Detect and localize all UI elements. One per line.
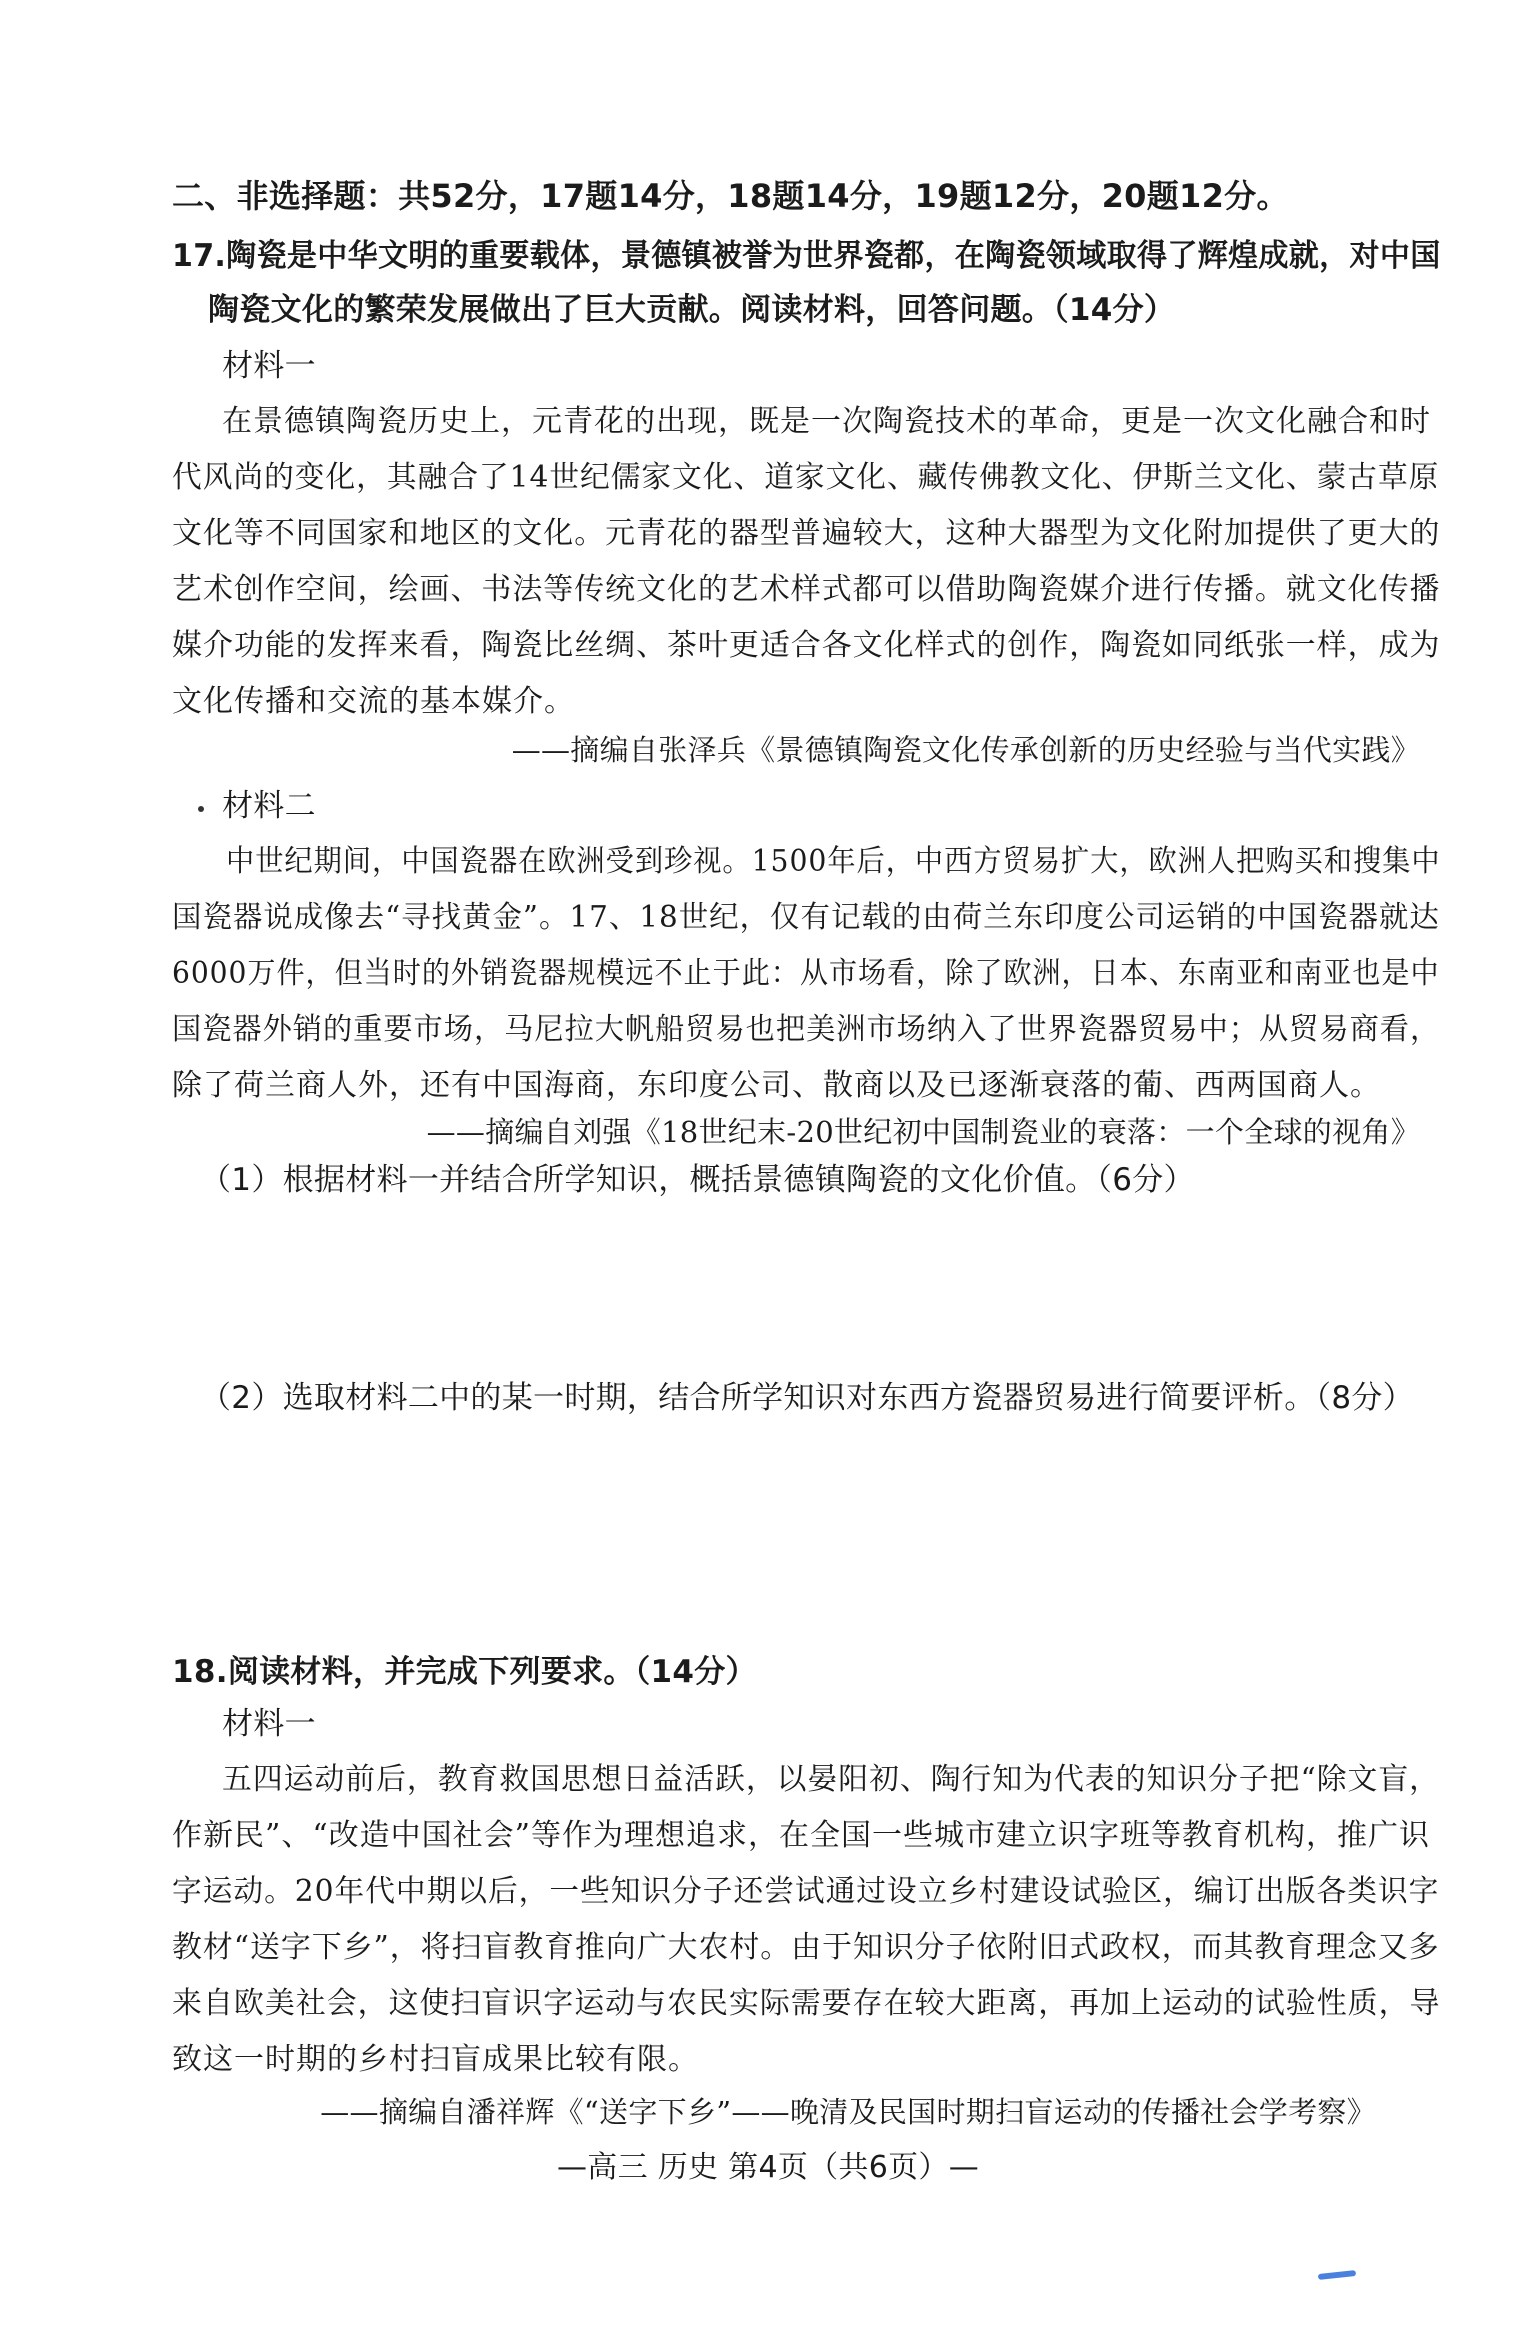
section-header: 二、非选择题：共52分，17题14分，18题14分，19题12分，20题12分。: [172, 177, 1289, 215]
q17-material-1-source: ——摘编自张泽兵《景德镇陶瓷文化传承创新的历史经验与当代实践》: [511, 733, 1420, 767]
q17-material-2-line: 除了荷兰商人外，还有中国海商，东印度公司、散商以及已逐渐衰落的葡、西两国商人。: [172, 1068, 1381, 1103]
q17-material-2-source: ——摘编自刘强《18世纪末-20世纪初中国制瓷业的衰落：一个全球的视角》: [426, 1115, 1420, 1149]
q17-stem-line-1: 17.陶瓷是中华文明的重要载体，景德镇被誉为世界瓷都，在陶瓷领域取得了辉煌成就，对中国: [172, 238, 1441, 274]
q17-subquestion-2: （2）选取材料二中的某一时期，结合所学知识对东西方瓷器贸易进行简要评析。（8分）: [200, 1380, 1414, 1416]
scan-dot: [198, 806, 204, 812]
page-footer: —高三 历史 第4页（共6页）—: [556, 2150, 980, 2185]
q17-material-2-line: 中世纪期间，中国瓷器在欧洲受到珍视。1500年后，中西方贸易扩大，欧洲人把购买和搜集中: [226, 844, 1441, 879]
q18-stem: 18.阅读材料，并完成下列要求。（14分）: [172, 1654, 757, 1690]
q17-material-1-label: 材料一: [222, 348, 316, 384]
q17-stem-line-2: 陶瓷文化的繁荣发展做出了巨大贡献。阅读材料，回答问题。（14分）: [208, 292, 1176, 328]
q17-material-1-line: 艺术创作空间，绘画、书法等传统文化的艺术样式都可以借助陶瓷媒介进行传播。就文化传播: [172, 572, 1441, 607]
q17-material-2-line: 国瓷器外销的重要市场，马尼拉大帆船贸易也把美洲市场纳入了世界瓷器贸易中；从贸易商看，: [172, 1012, 1441, 1047]
q17-subquestion-1: （1）根据材料一并结合所学知识，概括景德镇陶瓷的文化价值。（6分）: [200, 1162, 1195, 1198]
q18-material-1-line: 五四运动前后，教育救国思想日益活跃，以晏阳初、陶行知为代表的知识分子把“除文盲，: [222, 1762, 1440, 1797]
q18-material-1-label: 材料一: [222, 1706, 316, 1742]
pen-mark: [1318, 2270, 1356, 2280]
q17-material-1-line: 在景德镇陶瓷历史上，元青花的出现，既是一次陶瓷技术的革命，更是一次文化融合和时: [222, 404, 1431, 439]
q18-material-1-line: 来自欧美社会，这使扫盲识字运动与农民实际需要存在较大距离，再加上运动的试验性质，导: [172, 1986, 1441, 2021]
q17-material-1-line: 媒介功能的发挥来看，陶瓷比丝绸、茶叶更适合各文化样式的创作，陶瓷如同纸张一样，成为: [172, 628, 1441, 663]
q18-material-1-line: 教材“送字下乡”，将扫盲教育推向广大农村。由于知识分子依附旧式政权，而其教育理念又多: [172, 1930, 1440, 1965]
q17-material-2-label: 材料二: [222, 788, 316, 824]
q18-material-1-line: 致这一时期的乡村扫盲成果比较有限。: [172, 2042, 699, 2077]
q18-material-1-line: 作新民”、“改造中国社会”等作为理想追求，在全国一些城市建立识字班等教育机构，推广识: [172, 1818, 1431, 1853]
q18-material-1-source: ——摘编自潘祥辉《“送字下乡”——晚清及民国时期扫盲运动的传播社会学考察》: [320, 2095, 1376, 2129]
q17-material-1-line: 文化传播和交流的基本媒介。: [172, 684, 575, 719]
q17-material-2-line: 6000万件，但当时的外销瓷器规模远不止于此：从市场看，除了欧洲，日本、东南亚和南亚也是中: [172, 956, 1440, 991]
q17-material-1-line: 代风尚的变化，其融合了14世纪儒家文化、道家文化、藏传佛教文化、伊斯兰文化、蒙古草原: [172, 460, 1440, 495]
q17-material-2-line: 国瓷器说成像去“寻找黄金”。17、18世纪，仅有记载的由荷兰东印度公司运销的中国瓷器就达: [172, 900, 1440, 935]
q18-material-1-line: 字运动。20年代中期以后，一些知识分子还尝试通过设立乡村建设试验区，编订出版各类识字: [172, 1874, 1440, 1909]
q17-material-1-line: 文化等不同国家和地区的文化。元青花的器型普遍较大，这种大器型为文化附加提供了更大的: [172, 516, 1441, 551]
